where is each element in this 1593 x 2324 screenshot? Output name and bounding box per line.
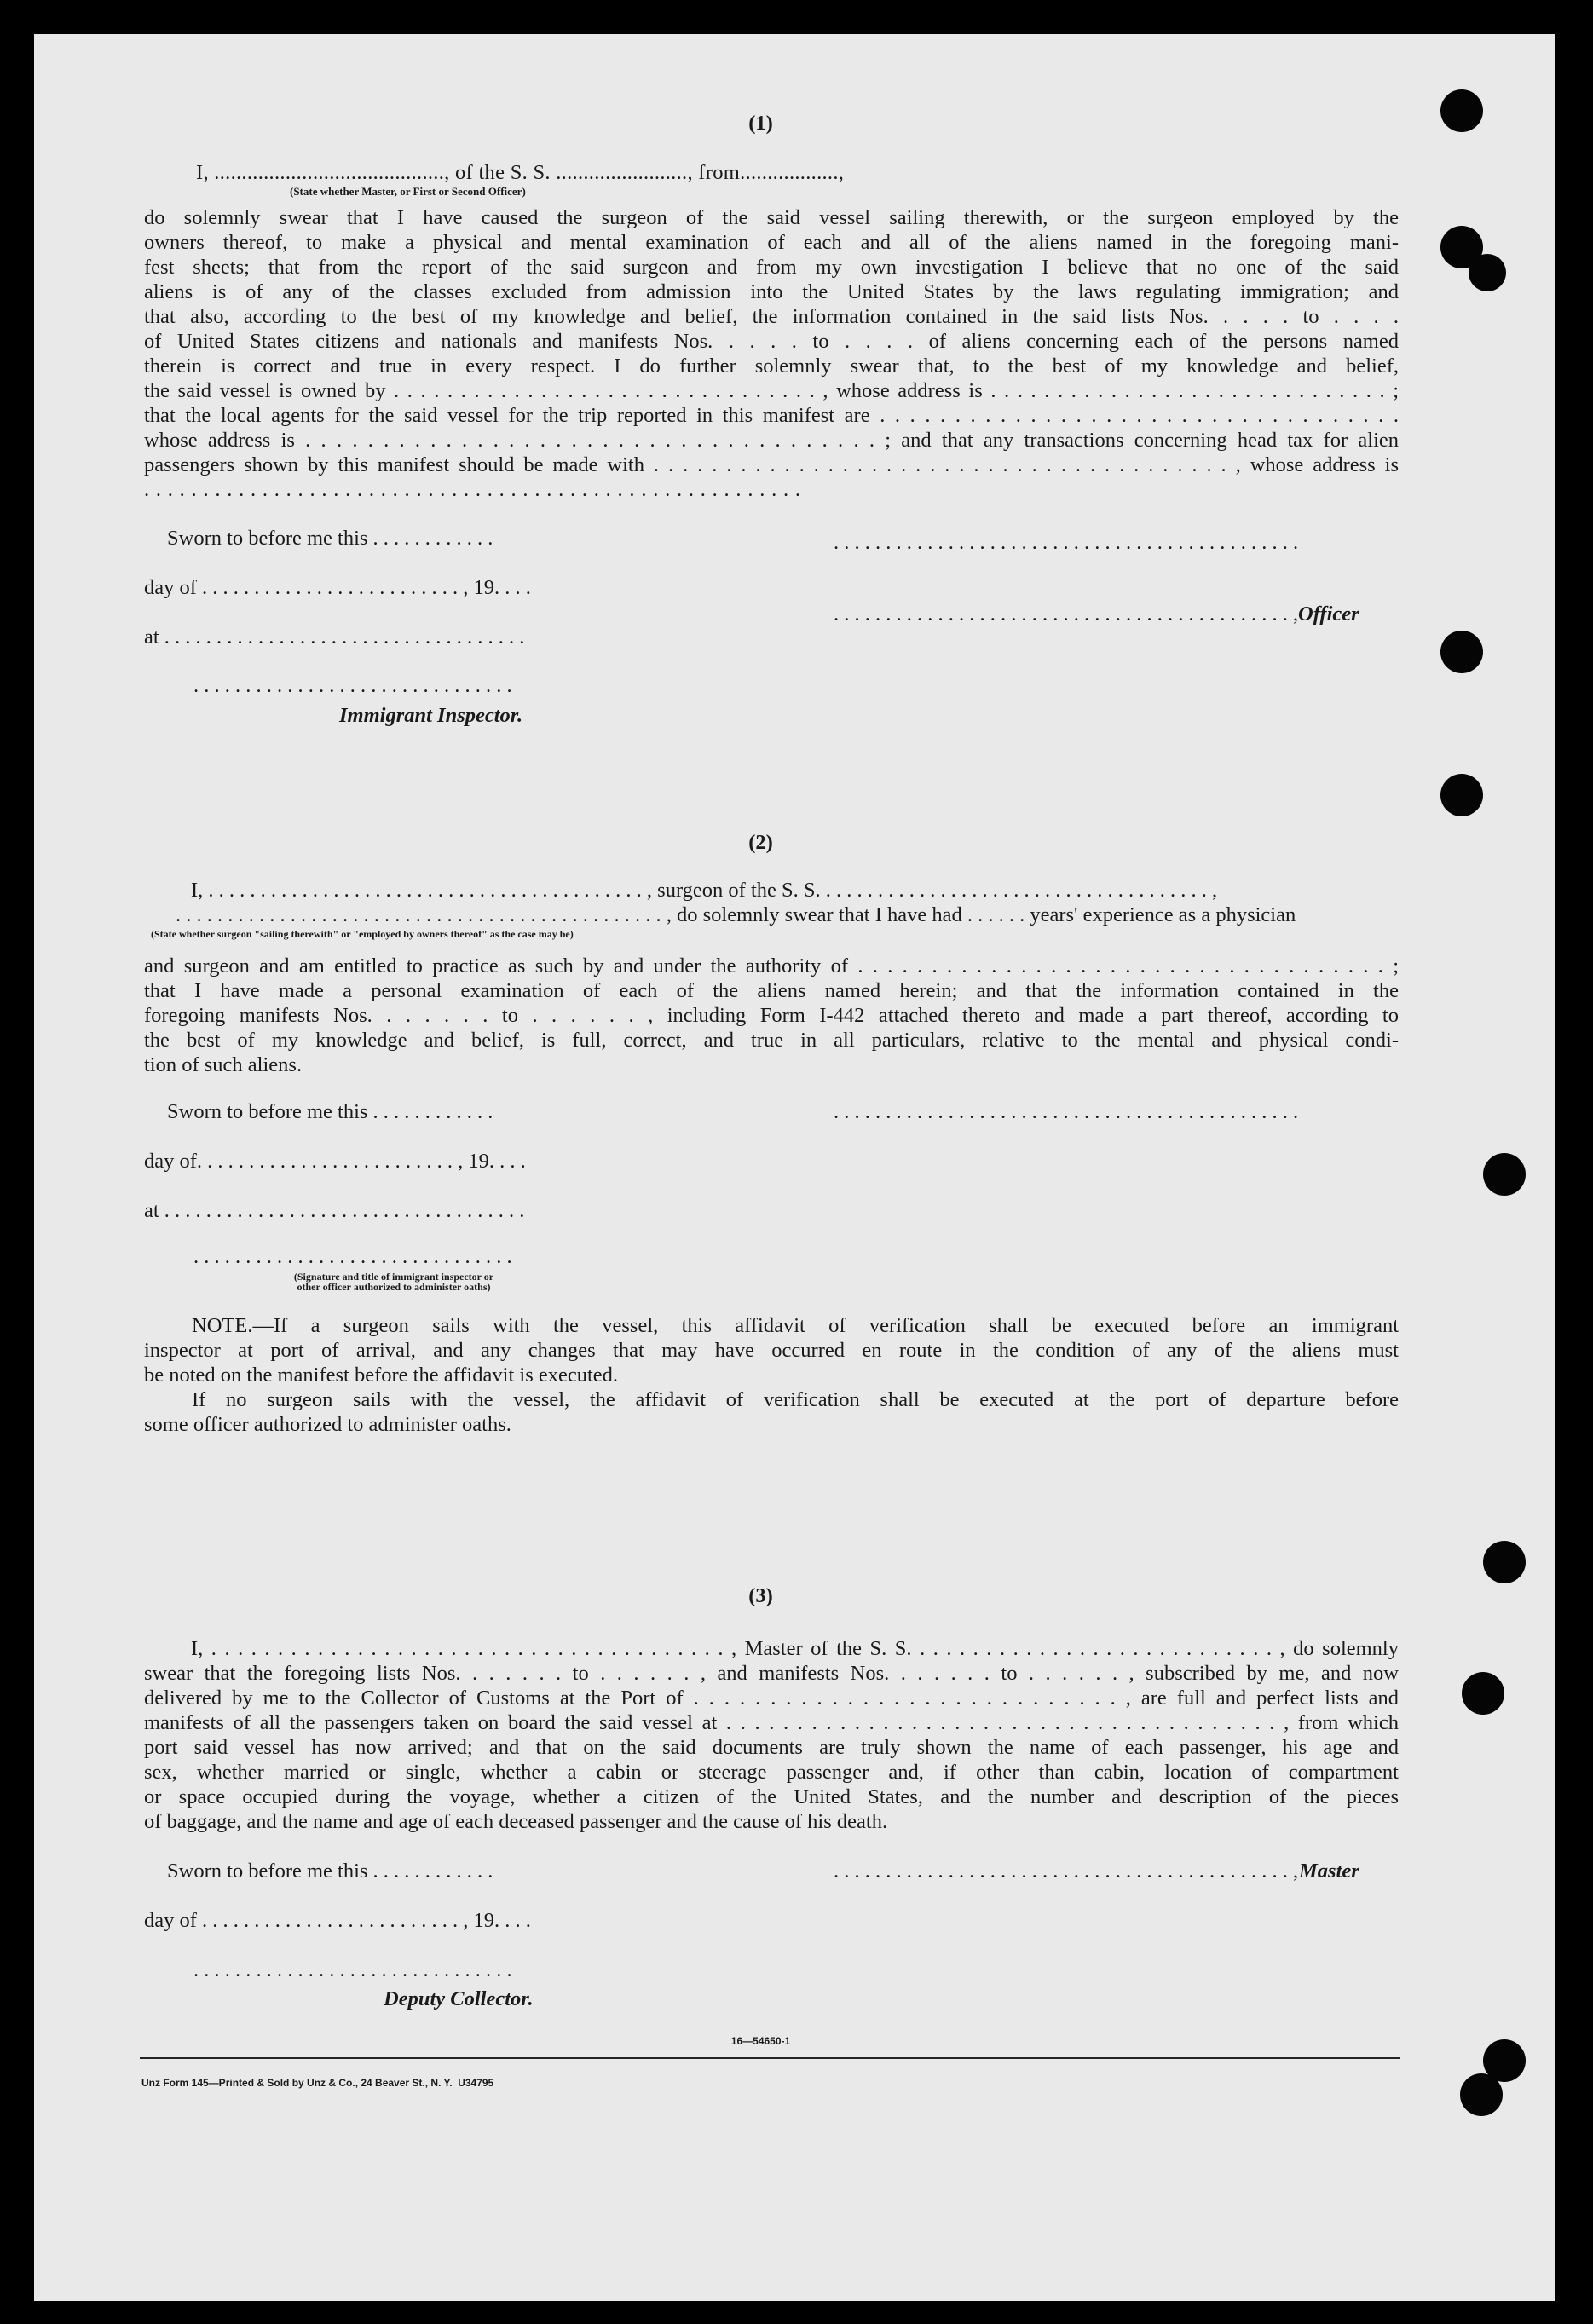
section-1-line: owners thereof, to make a physical and mental examination of each and all of the aliens named in the foregoing mani-: [144, 231, 1399, 254]
section-1-officer-line: . . . . . . . . . . . . . . . . . . . . . . . . . . . . . . . . . . . . . . . . . . . . ,: [834, 603, 1299, 626]
note-line: inspector at port of arrival, and any changes that may have occurred en route in the condition of any of the aliens must: [144, 1339, 1399, 1362]
section-2-signature-note: (Signature and title of immigrant inspector or: [293, 1271, 494, 1283]
section-3-line: delivered by me to the Collector of Customs at the Port of . . . . . . . . . . . . . . . . . . . . . . . . . . . . , are full and perfect lists and: [144, 1687, 1399, 1710]
section-3-line: port said vessel has now arrived; and that on the said documents are truly shown the name of each passenger, his age and: [144, 1736, 1399, 1759]
section-2-surgeon-note: (State whether surgeon "sailing therewith" or "employed by owners thereof" as the case may be): [151, 928, 574, 940]
binder-hole: [1440, 631, 1483, 673]
section-2-sworn-line: Sworn to before me this . . . . . . . . . . . .: [167, 1100, 493, 1123]
section-2-at-line: at . . . . . . . . . . . . . . . . . . . . . . . . . . . . . . . . . . .: [144, 1199, 525, 1222]
section-1-line: do solemnly swear that I have caused the surgeon of the said vessel sailing therewith, or the surgeon employed by the: [144, 206, 1399, 229]
section-1-officer-label: Officer: [1298, 603, 1359, 626]
section-2-opening-line: I, . . . . . . . . . . . . . . . . . . . . . . . . . . . . . . . . . . . . . . . . . . , surgeon of the S. S. . . . . . . . . . . . . . . . . . . . . . . . . . . . . . . . . . . . . . ,: [191, 879, 1218, 902]
section-3-line: sex, whether married or single, whether a cabin or steerage passenger and, if other than cabin, location of compartment: [144, 1761, 1399, 1784]
section-1-day-line: day of . . . . . . . . . . . . . . . . . . . . . . . . . , 19. . . .: [144, 576, 531, 599]
section-1-line: passengers shown by this manifest should be made with . . . . . . . . . . . . . . . . . . . . . . . . . . . . . . . . . . . . . . . . , whose address is: [144, 453, 1399, 476]
note-line: some officer authorized to administer oaths.: [144, 1413, 511, 1436]
section-1-sworn-line: Sworn to before me this . . . . . . . . . . . .: [167, 527, 493, 550]
section-1-number: (1): [748, 112, 773, 135]
section-3-collector-label: Deputy Collector.: [384, 1987, 534, 2010]
section-3-sworn-line: Sworn to before me this . . . . . . . . . . . .: [167, 1860, 493, 1883]
section-3-line: or space occupied during the voyage, whether a citizen of the United States, and the number and description of the pieces: [144, 1785, 1399, 1808]
binder-hole: [1483, 1153, 1526, 1196]
section-1-line: the said vessel is owned by . . . . . . . . . . . . . . . . . . . . . . . . . . . . . . . . , whose address is . . . . . . . . . . . . . . . . . . . . . . . . . . . . . . ;: [144, 379, 1399, 402]
section-2-signature-line: . . . . . . . . . . . . . . . . . . . . . . . . . . . . . . . . . . . . . . . . . . . . .: [834, 1100, 1299, 1123]
section-3-master-line: . . . . . . . . . . . . . . . . . . . . . . . . . . . . . . . . . . . . . . . . . . . . ,: [834, 1860, 1299, 1883]
section-2-line: that I have made a personal examination of each of the aliens named herein; and that the information contained in the: [144, 979, 1399, 1002]
section-3-collector-signature-line: . . . . . . . . . . . . . . . . . . . . . . . . . . . . . . .: [193, 1958, 512, 1981]
section-1-line: whose address is . . . . . . . . . . . . . . . . . . . . . . . . . . . . . . . . . . . . . ; and that any transactions concerning head tax for alien: [144, 429, 1399, 452]
section-1-line: that the local agents for the said vessel for the trip reported in this manifest are . . . . . . . . . . . . . . . . . . . . . . . . . . . . . . . . . . .: [144, 404, 1399, 427]
section-3-line: manifests of all the passengers taken on board the said vessel at . . . . . . . . . . . . . . . . . . . . . . . . . . . . . . . . . . . . . . . , from which: [144, 1711, 1399, 1734]
note-line: be noted on the manifest before the affidavit is executed.: [144, 1364, 619, 1387]
section-3-number: (3): [748, 1584, 773, 1607]
section-1-line: fest sheets; that from the report of the said surgeon and from my own investigation I believe that no one of the said: [144, 256, 1399, 279]
binder-hole: [1460, 2073, 1503, 2116]
section-2-signature-note: other officer authorized to administer oaths): [297, 1281, 491, 1293]
section-3-line: swear that the foregoing lists Nos. . . . . . . to . . . . . . , and manifests Nos. . . . . . . to . . . . . . , subscribed by me, and now: [144, 1662, 1399, 1685]
binder-hole: [1440, 774, 1483, 816]
section-1-inspector-signature-line: . . . . . . . . . . . . . . . . . . . . . . . . . . . . . . .: [193, 674, 512, 697]
section-2-number: (2): [748, 831, 773, 854]
section-3-line: I, . . . . . . . . . . . . . . . . . . . . . . . . . . . . . . . . . . . . . . . , Master of the S. S. . . . . . . . . . . . . . . . . . . . . . . . . . . . , do solemnly: [191, 1637, 1399, 1660]
section-1-line: therein is correct and true in every respect. I do further solemnly swear that, to the best of my knowledge and belief,: [144, 355, 1399, 378]
section-1-signature-line: . . . . . . . . . . . . . . . . . . . . . . . . . . . . . . . . . . . . . . . . . . . . .: [834, 531, 1299, 554]
section-3-day-line: day of . . . . . . . . . . . . . . . . . . . . . . . . . , 19. . . .: [144, 1909, 531, 1932]
section-1-line: of United States citizens and nationals and manifests Nos. . . . . to . . . . of aliens concerning each of the persons named: [144, 330, 1399, 353]
binder-hole: [1483, 1541, 1526, 1583]
section-3-line: of baggage, and the name and age of each deceased passenger and the cause of his death.: [144, 1810, 888, 1833]
binder-hole: [1469, 254, 1506, 291]
binder-hole: [1462, 1672, 1504, 1715]
form-code: 16—54650-1: [730, 2035, 791, 2047]
section-1-opening-line: I, .........................................., of the S. S. ........................, from..................,: [196, 161, 845, 184]
section-1-officer-note: (State whether Master, or First or Second Officer): [290, 185, 526, 198]
note-line: If no surgeon sails with the vessel, the affidavit of verification shall be executed at the port of departure before: [192, 1388, 1399, 1411]
section-1-inspector-label: Immigrant Inspector.: [339, 704, 523, 727]
section-2-inspector-signature-line: . . . . . . . . . . . . . . . . . . . . . . . . . . . . . . .: [193, 1245, 512, 1268]
section-2-line: and surgeon and am entitled to practice as such by and under the authority of . . . . . . . . . . . . . . . . . . . . . . . . . . . . . . . . . . . . ;: [144, 954, 1399, 977]
printer-imprint: Unz Form 145—Printed & Sold by Unz & Co., 24 Beaver St., N. Y. U34795: [141, 2077, 494, 2089]
section-2-line: tion of such aliens.: [144, 1053, 303, 1076]
section-3-master-label: Master: [1299, 1860, 1359, 1883]
section-2-line: foregoing manifests Nos. . . . . . . to . . . . . . , including Form I-442 attached thereto and made a part thereof, according to: [144, 1004, 1399, 1027]
note-line: NOTE.—If a surgeon sails with the vessel, this affidavit of verification shall be executed before an immigrant: [192, 1314, 1399, 1337]
section-2-day-line: day of. . . . . . . . . . . . . . . . . . . . . . . . . , 19. . . .: [144, 1150, 526, 1173]
form-page: [34, 34, 1555, 2301]
section-1-line: aliens is of any of the classes excluded from admission into the United States by the laws regulating immigration; and: [144, 280, 1399, 303]
section-1-at-line: at . . . . . . . . . . . . . . . . . . . . . . . . . . . . . . . . . . .: [144, 626, 525, 649]
section-1-line: . . . . . . . . . . . . . . . . . . . . . . . . . . . . . . . . . . . . . . . . . . . . . . . . . . . . . . . .: [144, 478, 800, 501]
section-1-line: that also, according to the best of my knowledge and belief, the information contained in the said lists Nos. . . . . to . . . .: [144, 305, 1399, 328]
footer-rule: [140, 2057, 1400, 2059]
section-2-second-line: . . . . . . . . . . . . . . . . . . . . . . . . . . . . . . . . . . . . . . . . . . . . . . . , do solemnly swear that I have had . . . . . . years' experience as a physician: [176, 903, 1296, 926]
section-2-line: the best of my knowledge and belief, is full, correct, and true in all particulars, relative to the mental and physical condi-: [144, 1029, 1399, 1052]
